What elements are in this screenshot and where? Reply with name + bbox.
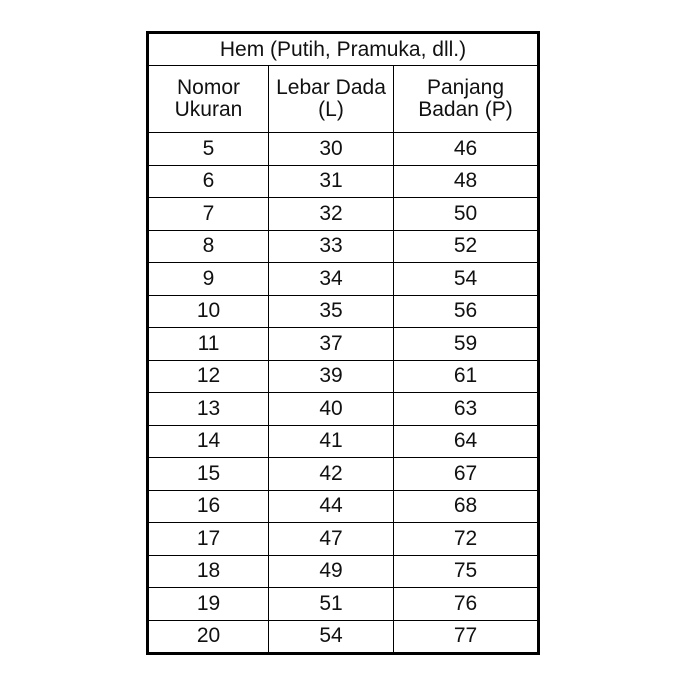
cell-body-length: 76 bbox=[394, 588, 539, 621]
cell-size: 20 bbox=[148, 620, 269, 654]
cell-chest-width: 32 bbox=[269, 198, 394, 231]
cell-size: 9 bbox=[148, 263, 269, 296]
cell-body-length: 75 bbox=[394, 555, 539, 588]
cell-chest-width: 39 bbox=[269, 360, 394, 393]
cell-size: 18 bbox=[148, 555, 269, 588]
table-row bbox=[148, 133, 539, 166]
cell-size: 10 bbox=[148, 295, 269, 328]
table-row bbox=[148, 620, 539, 654]
header-row bbox=[148, 66, 539, 133]
cell-chest-width: 33 bbox=[269, 230, 394, 263]
cell-body-length: 50 bbox=[394, 198, 539, 231]
cell-body-length: 64 bbox=[394, 425, 539, 458]
cell-size: 8 bbox=[148, 230, 269, 263]
table-row bbox=[148, 328, 539, 361]
cell-body-length: 52 bbox=[394, 230, 539, 263]
header-size-number-line-1: Nomor bbox=[176, 76, 240, 99]
cell-body-length: 77 bbox=[394, 620, 539, 654]
cell-size: 12 bbox=[148, 360, 269, 393]
cell-chest-width: 51 bbox=[269, 588, 394, 621]
cell-size: 19 bbox=[148, 588, 269, 621]
table-row bbox=[148, 295, 539, 328]
cell-size: 11 bbox=[148, 328, 269, 361]
cell-body-length: 67 bbox=[394, 458, 539, 491]
cell-chest-width: 31 bbox=[269, 165, 394, 198]
cell-chest-width: 42 bbox=[269, 458, 394, 491]
table-row bbox=[148, 555, 539, 588]
cell-body-length: 48 bbox=[394, 165, 539, 198]
cell-body-length: 59 bbox=[394, 328, 539, 361]
cell-body-length: 54 bbox=[394, 263, 539, 296]
cell-size: 7 bbox=[148, 198, 269, 231]
cell-size: 5 bbox=[148, 133, 269, 166]
header-chest-width-line-1: Lebar Dada bbox=[276, 76, 386, 99]
header-body-length bbox=[394, 66, 539, 133]
table-row bbox=[148, 490, 539, 523]
table-title: Hem (Putih, Pramuka, dll.) bbox=[148, 33, 539, 66]
table-row bbox=[148, 523, 539, 556]
table-row bbox=[148, 425, 539, 458]
cell-size: 15 bbox=[148, 458, 269, 491]
cell-body-length: 61 bbox=[394, 360, 539, 393]
cell-body-length: 63 bbox=[394, 393, 539, 426]
cell-size: 14 bbox=[148, 425, 269, 458]
cell-size: 17 bbox=[148, 523, 269, 556]
cell-chest-width: 37 bbox=[269, 328, 394, 361]
size-chart-table bbox=[146, 31, 540, 655]
cell-body-length: 72 bbox=[394, 523, 539, 556]
header-body-length-line-1: Panjang bbox=[426, 76, 505, 99]
table-row bbox=[148, 198, 539, 231]
table-row bbox=[148, 458, 539, 491]
cell-chest-width: 41 bbox=[269, 425, 394, 458]
cell-body-length: 56 bbox=[394, 295, 539, 328]
table-row bbox=[148, 360, 539, 393]
table-row bbox=[148, 230, 539, 263]
header-chest-width-line-2: (L) bbox=[318, 98, 344, 121]
cell-chest-width: 34 bbox=[269, 263, 394, 296]
table-row bbox=[148, 393, 539, 426]
cell-chest-width: 35 bbox=[269, 295, 394, 328]
table-body bbox=[148, 133, 539, 654]
cell-body-length: 68 bbox=[394, 490, 539, 523]
cell-chest-width: 30 bbox=[269, 133, 394, 166]
header-size-number-line-2: Ukuran bbox=[174, 98, 243, 121]
table-row bbox=[148, 165, 539, 198]
cell-size: 6 bbox=[148, 165, 269, 198]
header-chest-width bbox=[269, 66, 394, 133]
cell-chest-width: 49 bbox=[269, 555, 394, 588]
cell-chest-width: 47 bbox=[269, 523, 394, 556]
cell-body-length: 46 bbox=[394, 133, 539, 166]
header-size-number bbox=[148, 66, 269, 133]
cell-chest-width: 40 bbox=[269, 393, 394, 426]
cell-chest-width: 54 bbox=[269, 620, 394, 654]
cell-size: 13 bbox=[148, 393, 269, 426]
header-body-length-line-2: Badan (P) bbox=[418, 98, 513, 121]
table-row bbox=[148, 588, 539, 621]
table-row bbox=[148, 263, 539, 296]
cell-size: 16 bbox=[148, 490, 269, 523]
title-row bbox=[148, 33, 539, 66]
cell-chest-width: 44 bbox=[269, 490, 394, 523]
